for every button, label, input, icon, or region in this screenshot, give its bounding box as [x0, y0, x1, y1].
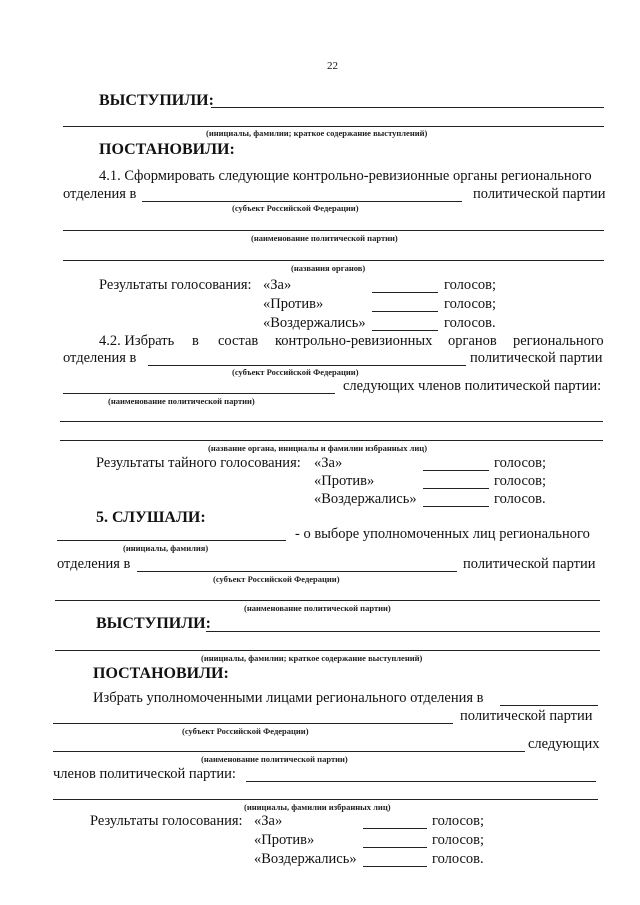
section5-caption-party: (наименование политической партии)	[244, 603, 391, 613]
members-field-1[interactable]	[246, 781, 596, 782]
vote-abstain-field[interactable]	[372, 330, 438, 331]
resolution-line3-suffix: следующих	[528, 736, 600, 752]
vote-for-field[interactable]	[372, 292, 438, 293]
vote-option-abstain: «Воздержались»	[314, 491, 417, 507]
item-4-2-vote-label: Результаты тайного голосования:	[96, 455, 301, 471]
item-4-1-party-field[interactable]	[63, 230, 604, 231]
item-4-2-party-field[interactable]	[63, 393, 335, 394]
vote-unit: голосов.	[494, 491, 546, 507]
item-4-1-bodies-field[interactable]	[63, 260, 604, 261]
caption-name: (инициалы, фамилия)	[123, 543, 209, 553]
item-4-2-caption-subject: (субъект Российской Федерации)	[232, 367, 359, 377]
resolution-subject-field-a[interactable]	[500, 705, 598, 706]
vote-option-abstain: «Воздержались»	[263, 315, 366, 331]
section5-vote-against-field[interactable]	[363, 847, 427, 848]
vote-unit: голосов.	[444, 315, 496, 331]
item-4-1-vote-label: Результаты голосования:	[99, 277, 252, 293]
vote-unit: голосов.	[432, 851, 484, 867]
section5-party-field[interactable]	[55, 600, 600, 601]
spoke-label: ВЫСТУПИЛИ:	[99, 92, 214, 109]
vote-unit: голосов;	[444, 277, 497, 293]
resolution-subject-field-b[interactable]	[53, 723, 453, 724]
item-4-2-word: контрольно-ревизионных	[275, 333, 433, 349]
resolution-line2-suffix: политической партии	[460, 708, 593, 724]
section5-vote-label: Результаты голосования:	[90, 813, 243, 829]
members-label: членов политической партии:	[53, 766, 236, 782]
item-4-2-subject-field[interactable]	[148, 365, 466, 366]
spoke-caption: (инициалы, фамилии; краткое содержание выступлений)	[206, 128, 428, 138]
heard-name-field[interactable]	[57, 540, 286, 541]
secret-vote-against-field[interactable]	[423, 488, 489, 489]
item-4-2-line3-suffix: следующих членов политической партии:	[343, 378, 602, 394]
secret-vote-abstain-field[interactable]	[423, 506, 489, 507]
section5-vote-abstain-field[interactable]	[363, 866, 427, 867]
item-4-2-word: регионального	[513, 333, 604, 349]
members-field-2[interactable]	[53, 799, 598, 800]
vote-unit: голосов;	[432, 813, 485, 829]
heard-label: 5. СЛУШАЛИ:	[96, 509, 206, 526]
item-4-1-subject-field[interactable]	[142, 201, 462, 202]
vote-option-for: «За»	[263, 277, 292, 293]
vote-against-field[interactable]	[372, 311, 438, 312]
secret-vote-for-field[interactable]	[423, 470, 489, 471]
item-4-2-word: в	[192, 333, 199, 349]
item-4-1-caption-party: (наименование политической партии)	[251, 233, 398, 243]
item-4-2-word: органов	[448, 333, 497, 349]
vote-option-abstain: «Воздержались»	[254, 851, 357, 867]
section5-line2-suffix: политической партии	[463, 556, 596, 572]
resolution-caption-subject: (субъект Российской Федерации)	[182, 726, 309, 736]
item-4-1-line2-suffix: политической партии	[473, 186, 606, 202]
item-4-2-caption-elected: (название органа, инициалы и фамилии избранных лиц)	[208, 443, 428, 453]
spoke-field-line-2[interactable]	[63, 126, 604, 127]
item-4-2-word: состав	[218, 333, 259, 349]
resolved-label: ПОСТАНОВИЛИ:	[99, 141, 235, 158]
resolution-caption-party: (наименование политической партии)	[201, 754, 348, 764]
section5-vote-for-field[interactable]	[363, 828, 427, 829]
item-4-2-caption-party: (наименование политической партии)	[108, 396, 255, 406]
vote-unit: голосов;	[432, 832, 485, 848]
vote-option-for: «За»	[314, 455, 343, 471]
vote-option-for: «За»	[254, 813, 283, 829]
section5-line2-prefix: отделения в	[57, 556, 131, 572]
section5-spoke-caption: (инициалы, фамилии; краткое содержание выступлений)	[201, 653, 423, 663]
section5-spoke-label: ВЫСТУПИЛИ:	[96, 615, 211, 632]
vote-option-against: «Против»	[263, 296, 324, 312]
resolution-line1: Избрать уполномоченными лицами регионального отделения в	[93, 690, 484, 706]
item-4-2-line2-prefix: отделения в	[63, 350, 137, 366]
vote-unit: голосов;	[494, 473, 547, 489]
spoke-field-line-1[interactable]	[211, 107, 604, 108]
members-caption: (инициалы, фамилии избранных лиц)	[244, 802, 391, 812]
vote-unit: голосов;	[494, 455, 547, 471]
section5-spoke-field-1[interactable]	[206, 631, 600, 632]
item-4-1-line2-prefix: отделения в	[63, 186, 137, 202]
vote-unit: голосов;	[444, 296, 497, 312]
heard-suffix: - о выборе уполномоченных лиц регионального	[295, 526, 590, 542]
page-number: 22	[327, 60, 338, 72]
item-4-2-elected-field-2[interactable]	[60, 440, 603, 441]
item-4-2-elected-field-1[interactable]	[60, 421, 603, 422]
section5-spoke-field-2[interactable]	[55, 650, 600, 651]
vote-option-against: «Против»	[254, 832, 315, 848]
item-4-2-word: 4.2. Избрать	[99, 333, 175, 349]
item-4-1-caption-bodies: (названия органов)	[291, 263, 366, 273]
vote-option-against: «Против»	[314, 473, 375, 489]
item-4-2-line2-suffix: политической партии	[470, 350, 603, 366]
section5-subject-field[interactable]	[137, 571, 457, 572]
resolution-party-field[interactable]	[53, 751, 525, 752]
item-4-1-caption-subject: (субъект Российской Федерации)	[232, 203, 359, 213]
section5-caption-subject: (субъект Российской Федерации)	[213, 574, 340, 584]
section5-resolved-label: ПОСТАНОВИЛИ:	[93, 665, 229, 682]
item-4-1-line1: 4.1. Сформировать следующие контрольно-ревизионные органы регионального	[99, 168, 592, 184]
